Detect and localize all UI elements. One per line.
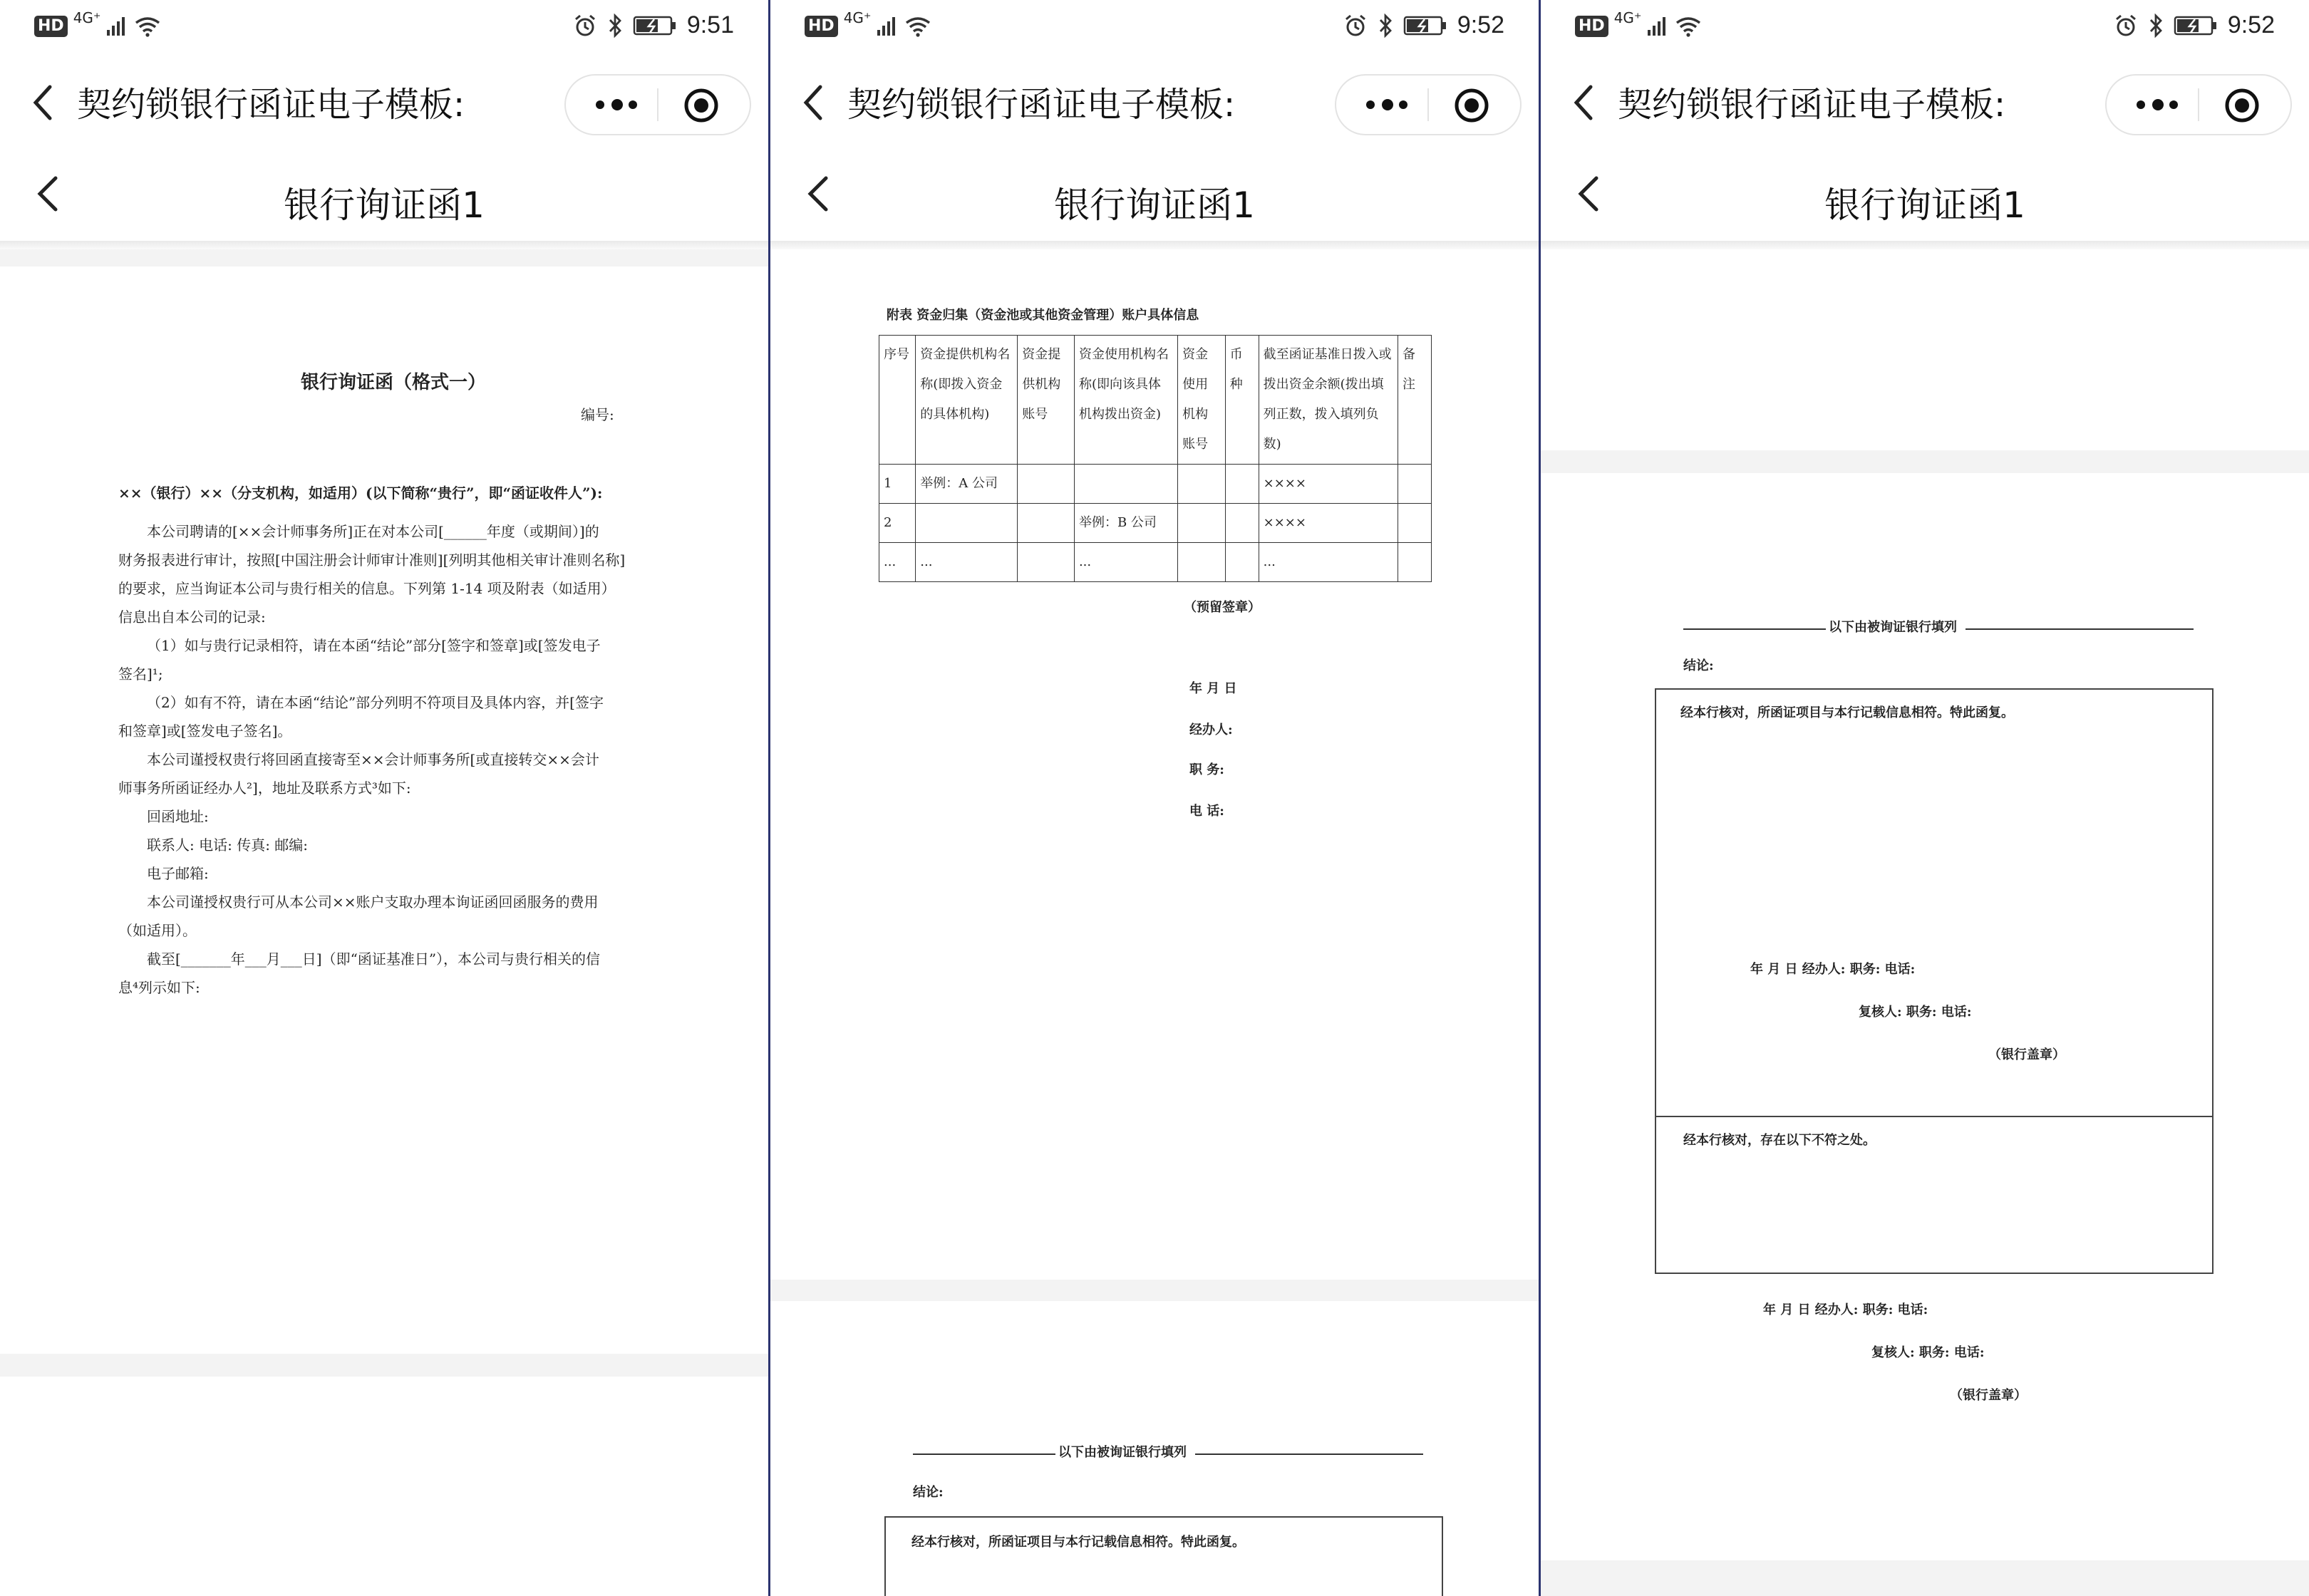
status-time: 9:52: [2227, 11, 2275, 38]
table-cell: 举例：A 公司: [916, 465, 1018, 504]
position-label: 职 务:: [1189, 762, 1224, 777]
letter-line: 息⁴列示如下:: [118, 979, 200, 996]
table-header: 备注: [1398, 336, 1432, 465]
page-gap: [0, 1354, 768, 1377]
table-cell: 2: [879, 504, 916, 543]
conclusion-box: [1655, 688, 2214, 1274]
table-cell: 举例：B 公司: [1074, 504, 1177, 543]
letter-line: 师事务所函证经办人²]，地址及联系方式³如下:: [118, 779, 411, 797]
letter-line: （1）如与贵行记录相符，请在本函“结论”部分[签字和签章]或[签发电子: [147, 637, 601, 654]
network-type: 4G⁺: [73, 9, 101, 26]
review-line: 复核人: 职务: 电话:: [1859, 1005, 1972, 1020]
mismatch-text: 经本行核对，存在以下不符之处。: [1683, 1133, 1876, 1148]
table-cell: ...: [916, 543, 1018, 582]
letter-number-label: 编号:: [581, 406, 614, 423]
letter-line: 的要求，应当询证本公司与贵行相关的信息。下列第 1-14 项及附表（如适用）: [118, 580, 616, 597]
phone-screen-2: [770, 0, 1539, 1596]
letter-line: 签名]¹;: [118, 665, 163, 683]
table-cell: ××××: [1259, 504, 1398, 543]
mini-program-title: 契约锁银行函证电子模板:: [1618, 85, 2006, 125]
confirm-text: 经本行核对，所函证项目与本行记载信息相符。特此函复。: [911, 1535, 1245, 1550]
network-type: 4G⁺: [843, 9, 872, 26]
table-cell: ××××: [1259, 465, 1398, 504]
table-cell: 1: [879, 465, 916, 504]
review-line: 复核人: 职务: 电话:: [1871, 1345, 1985, 1360]
bank-seal-label: （银行盖章）: [1950, 1388, 2027, 1403]
letter-heading: 银行询证函（格式一）: [301, 372, 487, 393]
table-header: 截至函证基准日拨入或拨出资金余额(拨出填列正数，拨入填列负数): [1259, 336, 1398, 465]
table-header: 序号: [879, 336, 916, 465]
table-header: 资金使用机构账号: [1178, 336, 1226, 465]
sign-line: 年 月 日 经办人: 职务: 电话:: [1763, 1302, 1928, 1317]
confirm-text: 经本行核对，所函证项目与本行记载信息相符。特此函复。: [1680, 705, 2014, 720]
table-cell: ...: [879, 543, 916, 582]
letter-line: （如适用）。: [118, 922, 197, 939]
bank-section-page: [770, 0, 1539, 1596]
page-title: 银行询证函1: [284, 185, 485, 226]
letter-line: 回函地址:: [147, 808, 209, 825]
sign-line: 年 月 日 经办人: 职务: 电话:: [1750, 962, 1916, 977]
letter-addressee: ××（银行）××（分支机构，如适用）(以下简称“贵行”，即“函证收件人”):: [118, 484, 603, 502]
hd-badge: HD: [805, 16, 838, 37]
handler-label: 经办人:: [1189, 722, 1233, 737]
phone-label: 电 话:: [1189, 804, 1224, 819]
table-header: 资金使用机构名称(即向该具体机构拨出资金): [1074, 336, 1177, 465]
table-cell: ...: [1259, 543, 1398, 582]
letter-line: 截至[_______年___月___日]（即“函证基准日”），本公司与贵行相关的信: [147, 950, 601, 968]
mini-program-title: 契约锁银行函证电子模板:: [847, 85, 1236, 125]
fill-rule-right: [1966, 628, 2194, 630]
letter-line: 信息出自本公司的记录:: [118, 608, 266, 626]
letter-line: 财务报表进行审计，按照[中国注册会计师审计准则][列明其他相关审计准则名称]: [118, 551, 626, 569]
status-time: 9:51: [686, 11, 734, 38]
hd-badge: HD: [1575, 16, 1608, 37]
page-title: 银行询证函1: [1054, 185, 1255, 226]
date-line: 年 月 日: [1189, 681, 1237, 696]
letter-line: 本公司谨授权贵行可从本公司××账户支取办理本询证函回函服务的费用: [147, 893, 599, 911]
network-type: 4G⁺: [1613, 9, 1642, 26]
status-time: 9:52: [1457, 11, 1504, 38]
table-cell: ...: [1074, 543, 1177, 582]
table-header: 资金提供机构账号: [1018, 336, 1075, 465]
fill-rule-left: [913, 1454, 1055, 1455]
letter-line: 联系人: 电话: 传真: 邮编:: [147, 836, 309, 854]
letter-line: 和签章]或[签发电子签名]。: [118, 722, 292, 740]
attachment-title: 附表 资金归集（资金池或其他资金管理）账户具体信息: [887, 308, 1199, 323]
fill-rule-left: [1683, 628, 1826, 630]
bank-section-page: [1541, 0, 2309, 1596]
letter-line: （2）如有不符，请在本函“结论”部分列明不符项目及具体内容，并[签字: [147, 694, 604, 711]
letter-line: 本公司谨授权贵行将回函直接寄至××会计师事务所[或直接转交××会计: [147, 751, 599, 768]
phone-screen-1: [0, 0, 768, 1596]
letter-line: 电子邮箱:: [147, 865, 209, 882]
table-header: 资金提供机构名称(即拨入资金的具体机构): [916, 336, 1018, 465]
mini-program-title: 契约锁银行函证电子模板:: [77, 85, 465, 125]
page-gap: [1541, 1560, 2309, 1596]
letter-line: 本公司聘请的[××会计师事务所]正在对本公司[______年度（或期间）]的: [147, 523, 599, 540]
page-title: 银行询证函1: [1824, 185, 2025, 226]
conclusion-label: 结论:: [1683, 658, 1714, 673]
fill-rule-right: [1195, 1454, 1423, 1455]
bank-fill-title: 以下由被询证银行填列: [1829, 620, 1957, 635]
conclusion-label: 结论:: [913, 1485, 944, 1500]
box-divider: [1656, 1116, 2212, 1117]
table-header: 币种: [1225, 336, 1259, 465]
reserved-seal-label: （预留签章）: [1184, 600, 1261, 615]
bank-fill-title: 以下由被询证银行填列: [1058, 1445, 1187, 1460]
hd-badge: HD: [34, 16, 68, 37]
phone-screen-3: [1541, 0, 2309, 1596]
conclusion-box: [884, 1516, 1443, 1596]
bank-seal-label: （银行盖章）: [1988, 1047, 2065, 1062]
